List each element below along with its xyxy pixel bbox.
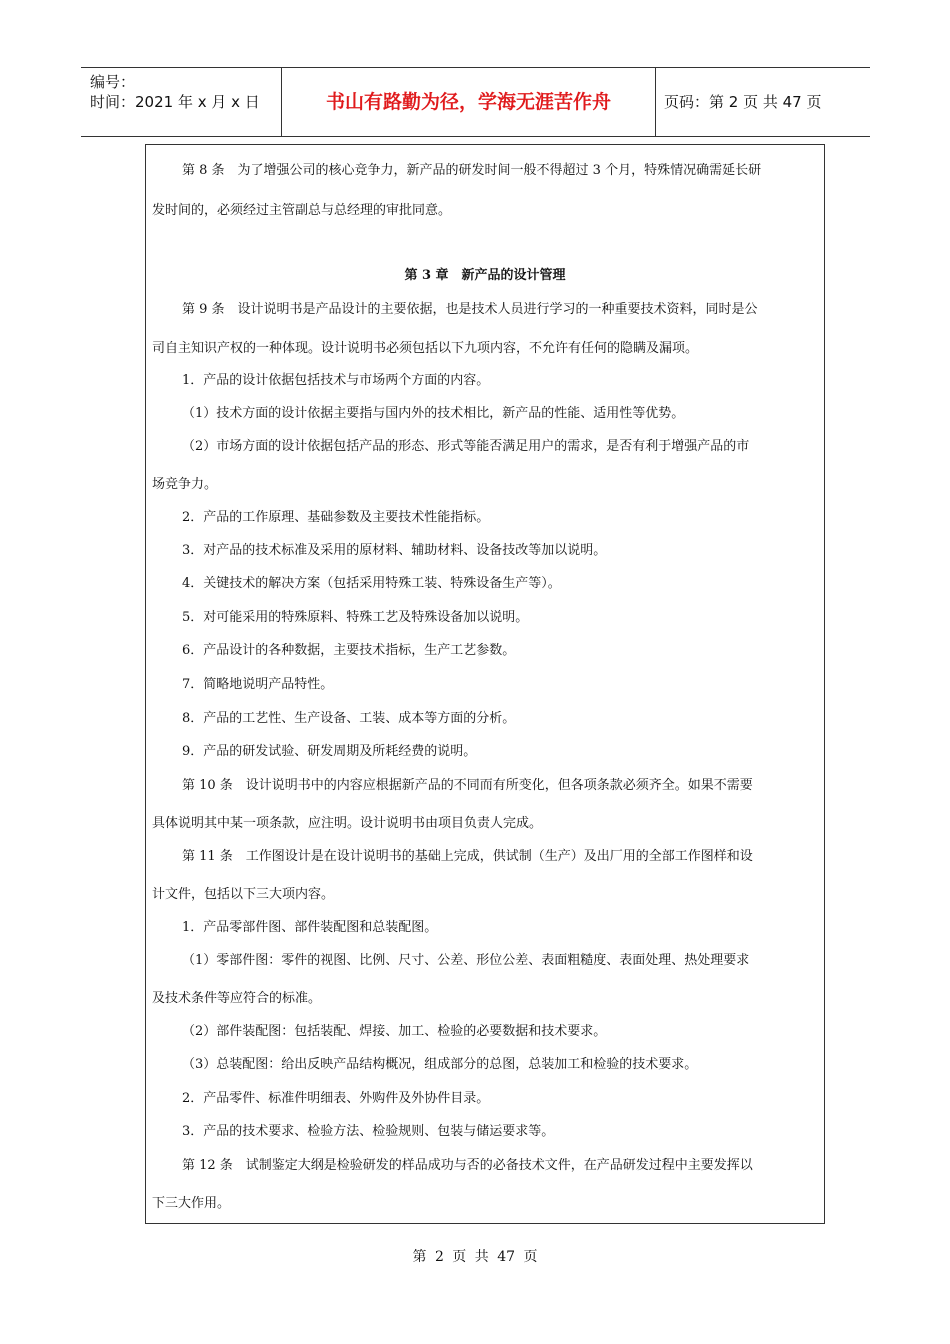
paragraph-line: 具体说明其中某一项条款，应注明。设计说明书由项目负责人完成。: [152, 816, 543, 831]
header-motto: 书山有路勤为径，学海无涯苦作舟: [282, 68, 656, 136]
page-footer: 第 2 页 共 47 页: [412, 1249, 538, 1265]
paragraph-line: 第 10 条 设计说明书中的内容应根据新产品的不同而有所变化，但各项条款必须齐全。如果不需要: [182, 778, 753, 793]
header-meta: [81, 68, 282, 136]
paragraph-line: 下三大作用。: [152, 1196, 231, 1211]
list-item: 1．产品零部件图、部件装配图和总装配图。: [182, 920, 438, 935]
list-item: （3）总装配图：给出反映产品结构概况，组成部分的总图，总装加工和检验的技术要求。: [182, 1057, 698, 1072]
list-item: 7．简略地说明产品特性。: [182, 677, 334, 692]
paragraph-line: 司自主知识产权的一种体现。设计说明书必须包括以下九项内容，不允许有任何的隐瞒及漏项。: [152, 341, 699, 356]
list-item: （2）部件装配图：包括装配、焊接、加工、检验的必要数据和技术要求。: [182, 1024, 607, 1039]
list-item: 8．产品的工艺性、生产设备、工装、成本等方面的分析。: [182, 711, 516, 726]
list-item: 9．产品的研发试验、研发周期及所耗经费的说明。: [182, 744, 477, 759]
list-item: 4．关键技术的解决方案（包括采用特殊工装、特殊设备生产等）。: [182, 576, 561, 591]
document-body: [145, 144, 825, 1224]
document-date: 时间：2021 年 x 月 x 日: [90, 93, 260, 111]
header-page-info: 页码：第 2 页 共 47 页: [664, 93, 822, 111]
list-item: 6．产品设计的各种数据，主要技术指标，生产工艺参数。: [182, 643, 516, 658]
list-item: 2．产品的工作原理、基础参数及主要技术性能指标。: [182, 510, 490, 525]
page-header: [81, 67, 870, 137]
paragraph-line: 第 8 条 为了增强公司的核心竞争力，新产品的研发时间一般不得超过 3 个月，特殊情况确需延长研: [182, 163, 762, 178]
list-item: （1）技术方面的设计依据主要指与国内外的技术相比，新产品的性能、适用性等优势。: [182, 406, 685, 421]
paragraph-line: 第 12 条 试制鉴定大纲是检验研发的样品成功与否的必备技术文件，在产品研发过程中主要发挥以: [182, 1158, 753, 1173]
chapter-heading: 第 3 章 新产品的设计管理: [404, 268, 566, 283]
list-item: （2）市场方面的设计依据包括产品的形态、形式等能否满足用户的需求，是否有利于增强产品的市: [182, 439, 750, 454]
paragraph-line: 发时间的，必须经过主管副总与总经理的审批同意。: [152, 203, 452, 218]
list-item: 3．产品的技术要求、检验方法、检验规则、包装与储运要求等。: [182, 1124, 555, 1139]
list-item: 3．对产品的技术标准及采用的原材料、辅助材料、设备技改等加以说明。: [182, 543, 607, 558]
paragraph-line: 场竞争力。: [152, 477, 218, 492]
paragraph-line: 第 11 条 工作图设计是在设计说明书的基础上完成，供试制（生产）及出厂用的全部工作图样和设: [182, 849, 753, 864]
paragraph-line: 及技术条件等应符合的标准。: [152, 991, 322, 1006]
paragraph-line: 计文件，包括以下三大项内容。: [152, 887, 335, 902]
list-item: 5．对可能采用的特殊原料、特殊工艺及特殊设备加以说明。: [182, 610, 529, 625]
list-item: 1．产品的设计依据包括技术与市场两个方面的内容。: [182, 373, 490, 388]
paragraph-line: 第 9 条 设计说明书是产品设计的主要依据，也是技术人员进行学习的一种重要技术资料，同时是公: [182, 302, 758, 317]
document-number-label: 编号：: [90, 73, 136, 91]
list-item: 2．产品零件、标准件明细表、外购件及外协件目录。: [182, 1091, 490, 1106]
list-item: （1）零部件图：零件的视图、比例、尺寸、公差、形位公差、表面粗糙度、表面处理、热处理要求: [182, 953, 750, 968]
